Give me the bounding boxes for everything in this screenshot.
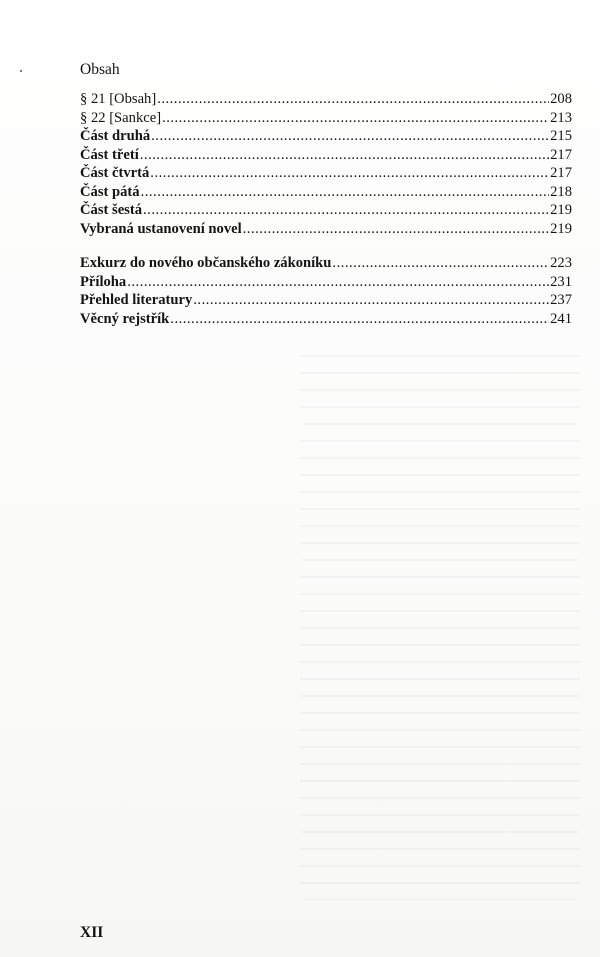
toc-entry <box>80 254 572 273</box>
toc-entry-title: § 21 [Obsah] <box>80 91 157 107</box>
toc-dot-leader <box>170 310 549 329</box>
toc-entry-page: 218 <box>550 183 572 200</box>
toc-entry-title: Exkurz do nového občanského zákoníku <box>80 255 332 271</box>
toc-entry <box>80 183 572 202</box>
toc-entry-page: 223 <box>550 255 572 271</box>
toc-entry-title: Příloha <box>80 273 127 290</box>
toc-entry-title: Část čtvrtá <box>80 165 150 181</box>
toc-dot-leader <box>193 291 549 310</box>
toc-dot-leader <box>140 146 549 165</box>
toc-entry <box>80 273 572 292</box>
toc-entry-page: 237 <box>550 292 572 308</box>
toc-dot-leader <box>162 109 549 128</box>
toc-entry-page: 217 <box>550 146 572 163</box>
toc-group-second <box>80 254 572 328</box>
toc-dot-leader <box>143 201 549 220</box>
toc-entry <box>80 164 572 183</box>
toc-entry <box>80 127 572 146</box>
page-number: XII <box>80 924 104 941</box>
toc-entry-page: 213 <box>550 109 572 126</box>
toc-entry-title: Část pátá <box>80 183 140 200</box>
toc-dot-leader <box>157 90 549 109</box>
toc-entry-page: 231 <box>550 273 572 290</box>
toc-entry <box>80 310 572 329</box>
toc-dot-leader <box>150 164 549 183</box>
toc-dot-leader <box>127 273 549 292</box>
toc-group-first <box>80 90 572 238</box>
toc-entry-title: Vybraná ustanovení novel <box>80 220 242 237</box>
page-header: Obsah <box>80 61 120 78</box>
toc-entry-title: Část třetí <box>80 146 139 163</box>
toc-entry-title: Věcný rejstřík <box>80 310 170 327</box>
toc-entry <box>80 109 572 128</box>
toc-entry <box>80 291 572 310</box>
toc-entry-title: § 22 [Sankce] <box>80 109 162 126</box>
toc-entry-title: Část druhá <box>80 128 151 144</box>
toc-entry-page: 215 <box>550 128 572 144</box>
toc-dot-leader <box>332 254 549 273</box>
toc-entry-title: Přehled literatury <box>80 292 193 308</box>
toc-entry-page: 217 <box>550 165 572 181</box>
paper-speck <box>20 70 22 72</box>
bleed-through-texture <box>300 340 580 900</box>
toc-entry-page: 208 <box>550 91 572 107</box>
toc-entry <box>80 90 572 109</box>
toc-entry <box>80 220 572 239</box>
toc-dot-leader <box>151 127 549 146</box>
toc-entry-page: 219 <box>550 202 572 218</box>
toc-entry-page: 241 <box>550 310 572 327</box>
toc-entry <box>80 201 572 220</box>
toc-entry <box>80 146 572 165</box>
toc-dot-leader <box>243 220 549 239</box>
toc-dot-leader <box>141 183 550 202</box>
toc-entry-title: Část šestá <box>80 202 143 218</box>
toc-entry-page: 219 <box>550 220 572 237</box>
table-of-contents <box>80 90 572 328</box>
